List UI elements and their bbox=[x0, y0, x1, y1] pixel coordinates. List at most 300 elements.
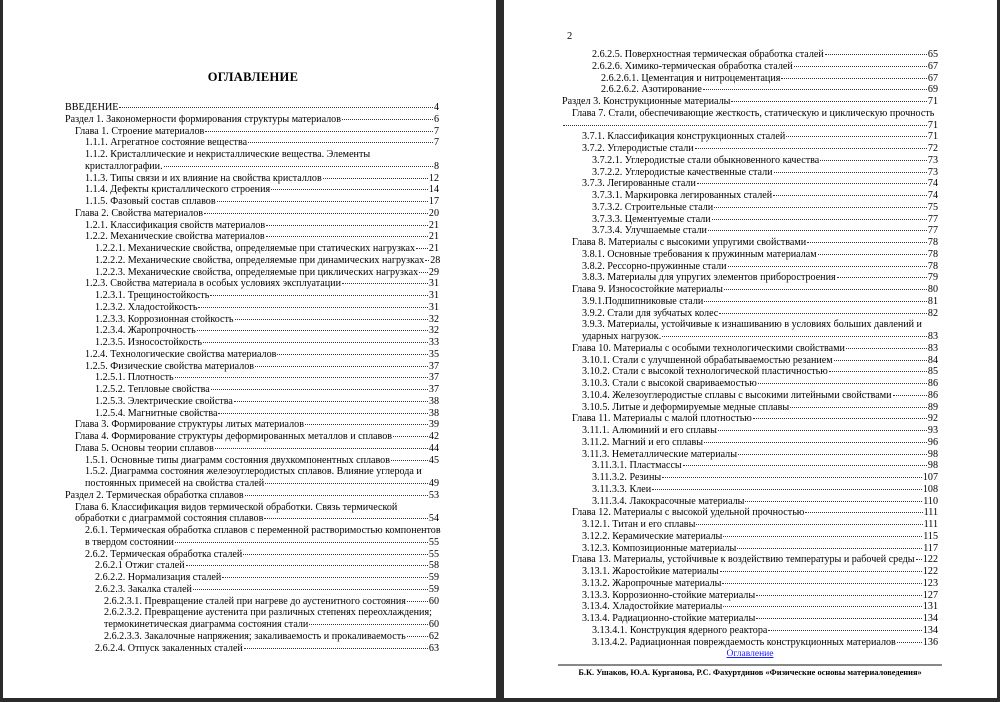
toc-entry-text: Глава 11. Материалы с малой плотностью bbox=[572, 413, 752, 425]
dot-leader bbox=[825, 54, 927, 55]
toc-entry[interactable] bbox=[562, 131, 938, 143]
toc-entry-text: 1.5.1. Основные типы диаграмм состояния двухкомпонентных сплавов bbox=[85, 454, 391, 466]
dot-leader bbox=[193, 589, 428, 590]
dot-leader bbox=[210, 295, 428, 296]
toc-page-number: 131 bbox=[922, 601, 938, 613]
dot-leader bbox=[652, 489, 922, 490]
toc-entry[interactable] bbox=[65, 137, 439, 149]
toc-page-number: 77 bbox=[927, 225, 938, 237]
toc-entry-text: 2.6.2.2. Нормализация сталей bbox=[95, 572, 222, 583]
toc-page-number: 96 bbox=[927, 436, 938, 448]
toc-page-number: 81 bbox=[927, 295, 938, 307]
dot-leader bbox=[720, 571, 922, 572]
toc-page-number: 21 bbox=[428, 231, 439, 243]
toc-entry[interactable] bbox=[562, 507, 938, 519]
toc-entry-text: Глава 10. Материалы с особыми технологическими свойствами bbox=[572, 342, 845, 354]
toc-page-number: 73 bbox=[927, 154, 938, 166]
toc-entry[interactable] bbox=[65, 560, 439, 572]
toc-entry-text: 2.6.2.5. Поверхностная термическая обработка сталей bbox=[592, 49, 824, 60]
toc-entry[interactable] bbox=[65, 372, 439, 384]
toc-entry[interactable] bbox=[65, 466, 439, 490]
dot-leader bbox=[309, 624, 428, 625]
toc-page-number: 110 bbox=[923, 495, 938, 507]
toc-page-number: 38 bbox=[428, 395, 439, 407]
toc-entry-text: Глава 12. Материалы с высокой удельной прочностью bbox=[572, 507, 805, 519]
dot-leader bbox=[683, 465, 927, 466]
toc-entry[interactable] bbox=[65, 173, 439, 185]
toc-entry[interactable] bbox=[562, 460, 938, 472]
toc-page-number: 44 bbox=[428, 442, 439, 454]
toc-entry-text: 3.7.3.2. Строительные стали bbox=[592, 201, 714, 213]
toc-entry[interactable] bbox=[65, 231, 439, 243]
dot-leader bbox=[790, 407, 927, 408]
dot-leader bbox=[738, 454, 927, 455]
toc-entry-text: 2.6.2.6.2. Азотирование bbox=[601, 84, 702, 96]
toc-entry[interactable] bbox=[562, 613, 938, 625]
toc-page-number: 7 bbox=[433, 137, 439, 149]
toc-entry[interactable] bbox=[65, 314, 439, 326]
toc-entry-text: 1.2.3.2. Хладостойкость bbox=[95, 301, 198, 313]
dot-leader bbox=[756, 595, 922, 596]
toc-page-number: 17 bbox=[428, 196, 439, 207]
toc-entry-text: 3.12.3. Композиционные материалы bbox=[582, 542, 737, 554]
toc-entry[interactable] bbox=[562, 143, 938, 155]
dot-leader bbox=[407, 636, 428, 637]
toc-entry-text: 2.6.2.6. Химико-термическая обработка сталей bbox=[592, 60, 793, 72]
toc-page-number: 134 bbox=[922, 624, 938, 636]
toc-entry-text: 3.10.4. Железоуглеродистые сплавы с высокими литейными свойствами bbox=[582, 389, 892, 401]
toc-entry-text: 1.2.3.1. Трещиностойкость bbox=[95, 290, 210, 301]
toc-entry[interactable] bbox=[65, 396, 439, 408]
dot-leader bbox=[342, 119, 433, 120]
toc-entry-text: 2.6.2.3.1. Превращение сталей при нагреве до аустенитного состояния bbox=[104, 595, 406, 607]
toc-entry[interactable] bbox=[65, 490, 439, 502]
toc-entry[interactable] bbox=[65, 337, 439, 349]
toc-page-number: 12 bbox=[428, 172, 439, 184]
toc-entry-text: термокинетическая диаграмма состояния стали bbox=[104, 619, 309, 630]
toc-entry[interactable] bbox=[562, 202, 938, 214]
toc-entry[interactable] bbox=[65, 455, 439, 467]
toc-entry[interactable] bbox=[562, 625, 938, 637]
toc-entry[interactable] bbox=[65, 584, 439, 596]
toc-entry-text: 3.8.2. Рессорно-пружинные стали bbox=[582, 260, 727, 272]
toc-page-number: 53 bbox=[428, 489, 439, 501]
toc-entry[interactable] bbox=[562, 366, 938, 378]
toc-page-number: 134 bbox=[922, 613, 938, 624]
toc-page-number: 72 bbox=[927, 143, 938, 154]
toc-entry[interactable] bbox=[65, 431, 439, 443]
toc-page-number: 54 bbox=[428, 513, 439, 525]
toc-entry-text: 3.10.2. Стали с высокой технологической пластичностью bbox=[582, 366, 828, 378]
dot-leader bbox=[248, 142, 433, 143]
toc-entry-text: 3.8.1. Основные требования к пружинным материалам bbox=[582, 248, 817, 260]
toc-entry-text: 3.7.3.4. Улучшаемые стали bbox=[592, 225, 707, 237]
toc-entry[interactable] bbox=[65, 607, 439, 631]
toc-entry-text: 3.7.2.1. Углеродистые стали обыкновенного качества bbox=[592, 154, 820, 166]
toc-entry[interactable] bbox=[65, 549, 439, 561]
toc-entry[interactable] bbox=[65, 596, 439, 608]
toc-entry-text: 3.10.5. Литые и деформируемые медные сплавы bbox=[582, 401, 790, 413]
toc-entry-text-line1: 1.1.2. Кристаллические и некристаллические вещества. Элементы bbox=[85, 149, 371, 160]
toc-entry-text: Глава 8. Материалы с высокими упругими свойствами bbox=[572, 237, 807, 248]
dot-leader bbox=[758, 383, 927, 384]
toc-entry-text: 2.6.2.1 Отжиг сталей bbox=[95, 560, 185, 572]
toc-page-number: 86 bbox=[927, 378, 938, 389]
toc-entry[interactable] bbox=[562, 308, 938, 320]
toc-entry[interactable] bbox=[562, 425, 938, 437]
toc-page-number: 7 bbox=[433, 125, 439, 137]
toc-entry-text: 1.2.2. Механические свойства материалов bbox=[85, 231, 265, 243]
toc-page-number: 28 bbox=[430, 254, 441, 266]
toc-entry-text: 3.13.4. Радиационно-стойкие материалы bbox=[582, 613, 756, 624]
toc-entry[interactable] bbox=[562, 496, 938, 508]
toc-page-number: 37 bbox=[428, 372, 439, 384]
toc-entry-text: 1.2.2.1. Механические свойства, определяемые при статических нагрузках bbox=[95, 243, 416, 254]
toc-entry[interactable] bbox=[562, 566, 938, 578]
dot-leader bbox=[703, 89, 927, 90]
dot-leader bbox=[696, 524, 922, 525]
toc-entry-text: 3.13.4.2. Радиационная повреждаемость конструкционных материалов bbox=[592, 636, 896, 648]
toc-entry-text: 1.2.2.2. Механические свойства, определяемые при динамических нагрузках bbox=[95, 254, 425, 266]
toc-entry-text: 1.2.2.3. Механические свойства, определяемые при циклических нагрузках bbox=[95, 266, 419, 278]
toc-entry[interactable] bbox=[562, 155, 938, 167]
dot-leader bbox=[393, 436, 428, 437]
toc-entry[interactable] bbox=[65, 525, 439, 549]
dot-leader bbox=[391, 460, 428, 461]
toc-entry[interactable] bbox=[562, 578, 938, 590]
toc-page-number: 37 bbox=[428, 360, 439, 372]
toc-entry[interactable] bbox=[562, 437, 938, 449]
toc-entry-text: 1.2.4. Технологические свойства материалов bbox=[85, 348, 277, 360]
toc-entry[interactable] bbox=[562, 167, 938, 179]
dot-leader bbox=[265, 483, 428, 484]
dot-leader bbox=[662, 336, 927, 337]
toc-entry-text: 3.11.1. Алюминий и его сплавы bbox=[582, 425, 717, 436]
toc-entry-text: 3.13.1. Жаростойкие материалы bbox=[582, 566, 719, 577]
toc-entry[interactable] bbox=[562, 355, 938, 367]
toc-entry[interactable] bbox=[562, 225, 938, 237]
toc-entry[interactable] bbox=[65, 419, 439, 431]
toc-entry-text: Глава 4. Формирование структуры деформированных металлов и сплавов bbox=[75, 431, 393, 442]
toc-page-number: 63 bbox=[428, 642, 439, 654]
dot-leader bbox=[217, 201, 428, 202]
toc-entry-text: 3.7.3.1. Маркировка легированных сталей bbox=[592, 190, 773, 201]
toc-entry[interactable] bbox=[65, 126, 439, 138]
toc-entry-text: Глава 3. Формирование структуры литых материалов bbox=[75, 419, 304, 431]
toc-entry[interactable] bbox=[562, 61, 938, 73]
toc-entry-text: Раздел 3. Конструкционные материалы bbox=[562, 96, 731, 107]
toc-page-number: 32 bbox=[428, 313, 439, 325]
toc-entry[interactable] bbox=[65, 384, 439, 396]
toc-page-number: 14 bbox=[428, 184, 439, 196]
toc-page-number: 39 bbox=[428, 419, 439, 431]
toc-page-number: 107 bbox=[922, 472, 938, 483]
toc-entry[interactable] bbox=[65, 643, 439, 655]
toc-entry-text: 1.2.3.3. Коррозионная стойкость bbox=[95, 313, 234, 325]
toc-entry-text: Глава 5. Основы теории сплавов bbox=[75, 442, 214, 454]
toc-entry[interactable] bbox=[65, 631, 439, 643]
toc-entry[interactable] bbox=[65, 349, 439, 361]
dot-leader bbox=[768, 630, 922, 631]
toc-entry[interactable] bbox=[562, 108, 938, 132]
toc-page-number: 85 bbox=[927, 366, 938, 378]
toc-entry[interactable] bbox=[562, 402, 938, 414]
toc-entry-text: ударных нагрузок. bbox=[582, 331, 662, 342]
toc-entry-text: кристаллографии. bbox=[85, 160, 163, 172]
dot-leader bbox=[264, 518, 428, 519]
toc-entry[interactable] bbox=[65, 102, 439, 114]
toc-list bbox=[65, 102, 439, 654]
toc-entry-text: 2.6.2.3. Закалка сталей bbox=[95, 583, 192, 595]
toc-entry-text: 3.11.3.3. Клеи bbox=[592, 483, 652, 495]
toc-page-number: 75 bbox=[927, 201, 938, 213]
toc-entry-text: постоянных примесей на свойства сталей bbox=[85, 478, 265, 489]
dot-leader bbox=[773, 195, 927, 196]
toc-page-number: 80 bbox=[927, 284, 938, 295]
toc-entry[interactable] bbox=[562, 531, 938, 543]
toc-page-number: 31 bbox=[428, 301, 439, 313]
dot-leader bbox=[175, 542, 428, 543]
toc-entry-text: 1.2.5.3. Электрические свойства bbox=[95, 395, 233, 407]
toc-entry-text: 1.2.5. Физические свойства материалов bbox=[85, 360, 255, 372]
toc-entry[interactable] bbox=[65, 208, 439, 220]
toc-page-number: 32 bbox=[428, 325, 439, 337]
toc-entry[interactable] bbox=[65, 290, 439, 302]
toc-entry[interactable] bbox=[562, 272, 938, 284]
toc-entry-text: 1.2.3.5. Износостойкость bbox=[95, 337, 202, 348]
toc-entry-text: 3.11.3. Неметаллические материалы bbox=[582, 448, 737, 460]
dot-leader bbox=[704, 442, 927, 443]
toc-entry[interactable] bbox=[562, 519, 938, 531]
toc-page-number: 78 bbox=[927, 260, 938, 272]
dot-leader bbox=[723, 606, 922, 607]
toc-page-number: 78 bbox=[927, 248, 938, 260]
toc-entry[interactable] bbox=[65, 278, 439, 290]
toc-entry-text: 3.7.1. Классификация конструкционных сталей bbox=[582, 131, 786, 143]
toc-entry[interactable] bbox=[562, 413, 938, 425]
toc-entry-text: 2.6.2. Термическая обработка сталей bbox=[85, 548, 243, 560]
dot-leader bbox=[718, 430, 927, 431]
toc-entry-text: 1.1.1. Агрегатное состояние вещества bbox=[85, 137, 248, 149]
toc-page-number: 58 bbox=[428, 560, 439, 572]
toc-page-number: 65 bbox=[927, 49, 938, 60]
toc-entry[interactable] bbox=[65, 267, 439, 279]
toc-entry[interactable] bbox=[562, 178, 938, 190]
toc-entry[interactable] bbox=[562, 390, 938, 402]
toc-entry-text: 1.2.3.4. Жаропрочность bbox=[95, 325, 196, 337]
dot-leader bbox=[215, 448, 428, 449]
toc-entry[interactable] bbox=[562, 73, 938, 85]
toc-page-number: 60 bbox=[428, 595, 439, 607]
dot-leader bbox=[714, 207, 927, 208]
toc-entry[interactable] bbox=[65, 184, 439, 196]
dot-leader bbox=[893, 395, 927, 396]
toc-entry-text: 3.7.3.3. Цементуемые стали bbox=[592, 213, 711, 225]
document-page-1 bbox=[3, 0, 496, 698]
toc-page-number: 33 bbox=[428, 337, 439, 348]
toc-entry-text: 2.6.2.4. Отпуск закаленных сталей bbox=[95, 642, 243, 654]
toc-entry-text: 2.6.2.3.3. Закалочные напряжения; закаливаемость и прокаливаемость bbox=[104, 630, 406, 642]
dot-leader bbox=[794, 66, 927, 67]
toc-entry-text: 3.13.2. Жаропрочные материалы bbox=[582, 577, 722, 589]
dot-leader bbox=[211, 389, 428, 390]
toc-entry[interactable] bbox=[562, 237, 938, 249]
toc-entry[interactable] bbox=[562, 343, 938, 355]
toc-entry-text: 3.9.1.Подшипниковые стали bbox=[582, 295, 704, 307]
dot-leader bbox=[704, 301, 927, 302]
toc-entry[interactable] bbox=[562, 601, 938, 613]
toc-page-number: 38 bbox=[428, 407, 439, 419]
dot-leader bbox=[774, 172, 927, 173]
toc-entry-text: 3.10.1. Стали с улучшенной обрабатываемостью резанием bbox=[582, 354, 833, 366]
toc-entry-text: 2.6.2.6.1. Цементация и нитроцементация bbox=[601, 72, 781, 84]
dot-leader bbox=[722, 583, 921, 584]
dot-leader bbox=[837, 277, 927, 278]
toc-entry[interactable] bbox=[562, 284, 938, 296]
toc-entry[interactable] bbox=[562, 590, 938, 602]
dot-leader bbox=[781, 78, 927, 79]
page-footer bbox=[562, 643, 938, 677]
dot-leader bbox=[271, 189, 428, 190]
toc-entry[interactable] bbox=[562, 84, 938, 96]
toc-entry[interactable] bbox=[562, 190, 938, 202]
toc-entry-text: Глава 1. Строение материалов bbox=[75, 125, 205, 137]
dot-leader bbox=[342, 283, 428, 284]
dot-leader bbox=[695, 148, 927, 149]
toc-page-number: 29 bbox=[428, 266, 439, 278]
dot-leader bbox=[697, 183, 927, 184]
dot-leader bbox=[563, 125, 927, 126]
toc-entry[interactable] bbox=[562, 96, 938, 108]
toc-entry[interactable] bbox=[562, 261, 938, 273]
dot-leader bbox=[916, 559, 922, 560]
dot-leader bbox=[407, 601, 428, 602]
toc-entry-text-line1: 2.6.1. Термическая обработка сплавов с переменной растворимостью компонентов bbox=[85, 525, 441, 536]
toc-entry[interactable] bbox=[65, 149, 439, 173]
toc-entry[interactable] bbox=[65, 220, 439, 232]
toc-entry[interactable] bbox=[562, 319, 938, 343]
toc-entry-text: 3.7.3. Легированные стали bbox=[582, 178, 696, 190]
toc-entry-text: 3.9.2. Стали для зубчатых колес bbox=[582, 307, 719, 319]
toc-page-number: 136 bbox=[922, 636, 938, 648]
footer-divider bbox=[558, 664, 942, 666]
toc-entry-text: 1.2.5.4. Магнитные свойства bbox=[95, 407, 218, 419]
toc-entry[interactable] bbox=[65, 255, 439, 267]
toc-entry-text-line1: Глава 6. Классификация видов термической обработки. Связь термической bbox=[75, 501, 398, 513]
toc-entry[interactable] bbox=[65, 502, 439, 526]
toc-entry-text: 3.10.3. Стали с высокой свариваемостью bbox=[582, 378, 757, 389]
dot-leader bbox=[723, 536, 922, 537]
dot-leader bbox=[753, 418, 927, 419]
toc-page-number: 59 bbox=[428, 572, 439, 583]
dot-leader bbox=[419, 272, 428, 273]
toc-page-number: 35 bbox=[428, 348, 439, 360]
toc-entry-text: 3.11.3.2. Резины bbox=[592, 472, 662, 483]
dot-leader bbox=[255, 366, 428, 367]
toc-entry-text: 3.7.2. Углеродистые стали bbox=[582, 143, 694, 154]
toc-entry[interactable] bbox=[562, 449, 938, 461]
dot-leader bbox=[245, 495, 428, 496]
toc-entry-text: обработки с диаграммой состояния сплавов bbox=[75, 513, 264, 525]
toc-entry[interactable] bbox=[562, 296, 938, 308]
document-page-2 bbox=[504, 0, 997, 698]
dot-leader bbox=[846, 348, 927, 349]
toc-page-number: 73 bbox=[927, 166, 938, 178]
toc-page-number: 71 bbox=[927, 96, 938, 107]
toc-page-number: 4 bbox=[433, 102, 439, 113]
dot-leader bbox=[234, 401, 428, 402]
dot-leader bbox=[305, 424, 428, 425]
dot-leader bbox=[266, 225, 428, 226]
dot-leader bbox=[203, 342, 428, 343]
toc-page-number: 74 bbox=[927, 178, 938, 190]
dot-leader bbox=[204, 213, 428, 214]
toc-entry[interactable] bbox=[65, 196, 439, 208]
toc-entry-text: 1.1.3. Типы связи и их влияние на свойства кристаллов bbox=[85, 172, 322, 184]
toc-entry-text: Раздел 1. Закономерности формирования структуры материалов bbox=[65, 113, 341, 125]
toc-page-number: 55 bbox=[428, 548, 439, 560]
toc-link[interactable]: Оглавление bbox=[726, 649, 774, 659]
dot-leader bbox=[737, 548, 922, 549]
toc-entry[interactable] bbox=[65, 302, 439, 314]
dot-leader bbox=[829, 371, 927, 372]
dot-leader bbox=[807, 242, 927, 243]
dot-leader bbox=[834, 360, 927, 361]
toc-page-number: 122 bbox=[922, 566, 938, 577]
dot-leader bbox=[218, 413, 427, 414]
toc-entry[interactable] bbox=[562, 484, 938, 496]
toc-entry[interactable] bbox=[562, 49, 938, 61]
toc-entry-text: Раздел 2. Термическая обработка сплавов bbox=[65, 489, 244, 501]
toc-entry[interactable] bbox=[562, 249, 938, 261]
toc-entry[interactable] bbox=[65, 114, 439, 126]
toc-entry[interactable] bbox=[65, 443, 439, 455]
toc-entry[interactable] bbox=[562, 543, 938, 555]
dot-leader bbox=[266, 236, 428, 237]
toc-entry[interactable] bbox=[562, 378, 938, 390]
toc-page-number: 69 bbox=[927, 84, 938, 96]
toc-entry-text: Глава 13. Материалы, устойчивые к воздействию температуры и рабочей среды bbox=[572, 554, 915, 566]
toc-entry-text: 1.2.5.1. Плотность bbox=[95, 372, 174, 384]
dot-leader bbox=[786, 136, 927, 137]
toc-page-number: 111 bbox=[923, 519, 938, 530]
dot-leader bbox=[243, 554, 428, 555]
toc-page-number: 45 bbox=[428, 454, 439, 466]
toc-entry-text: 3.8.3. Материалы для упругих элементов приборостроения bbox=[582, 272, 836, 284]
toc-page-number: 117 bbox=[923, 542, 938, 554]
toc-entry-text: Глава 2. Свойства материалов bbox=[75, 207, 204, 219]
toc-entry[interactable] bbox=[562, 554, 938, 566]
toc-entry[interactable] bbox=[65, 243, 439, 255]
toc-page-number: 49 bbox=[428, 478, 439, 489]
toc-entry[interactable] bbox=[562, 214, 938, 226]
dot-leader bbox=[662, 477, 922, 478]
toc-page-number: 122 bbox=[922, 554, 938, 566]
toc-entry-text: 3.12.2. Керамические материалы bbox=[582, 530, 723, 542]
toc-entry[interactable] bbox=[65, 361, 439, 373]
toc-entry-text-line1: 3.9.3. Материалы, устойчивые к изнашиванию в условиях больших давлений и bbox=[582, 319, 922, 331]
toc-entry[interactable] bbox=[562, 472, 938, 484]
toc-page-number: 98 bbox=[927, 448, 938, 460]
toc-page-number: 6 bbox=[433, 113, 439, 125]
toc-page-number: 55 bbox=[428, 536, 439, 548]
toc-page-number: 83 bbox=[927, 342, 938, 354]
toc-entry[interactable] bbox=[65, 408, 439, 420]
dot-leader bbox=[719, 313, 927, 314]
toc-entry[interactable] bbox=[65, 325, 439, 337]
dot-leader bbox=[756, 618, 922, 619]
toc-entry[interactable] bbox=[65, 572, 439, 584]
